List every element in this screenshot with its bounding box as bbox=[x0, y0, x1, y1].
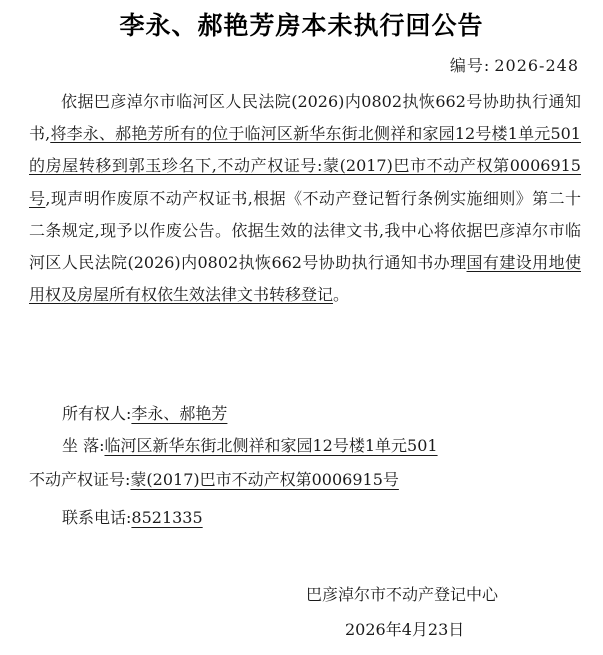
issuer-name: 巴彦淖尔市不动产登记中心 bbox=[306, 585, 499, 604]
phone-field bbox=[62, 505, 203, 528]
location-value: 临河区新华东街北侧祥和家园12号楼1单元501 bbox=[104, 436, 438, 455]
certificate-field bbox=[29, 467, 399, 490]
certificate-label: 不动产权证号: bbox=[29, 470, 131, 489]
body-part-1: 依据巴彦淖尔市临河区人民法院(2026)内0802执恢662号协助执行通知书, bbox=[29, 92, 581, 144]
phone-label: 联系电话: bbox=[62, 508, 132, 527]
body-part-3: ,现声明作废原不动产权证书,根据《不动产登记暂行条例实施细则》第二十二条规定,现予以作废公告。依据生效的法律文书,我中心将依据巴彦淖尔市临河区人民法院(2026)内0802执恢662号协助执行通知书办理 bbox=[29, 188, 581, 273]
phone-value: 8521335 bbox=[131, 508, 203, 527]
serial-number bbox=[450, 53, 579, 76]
body-part-2-underlined: 将李永、郝艳芳所有的位于临河区新华东街北侧祥和家园12号楼1单元501的房屋转移到郭玉珍名下,不动产权证号:蒙(2017)巴市不动产权第0006915号 bbox=[29, 124, 581, 208]
notice-body bbox=[29, 86, 581, 311]
owner-value: 李永、郝艳芳 bbox=[131, 404, 228, 423]
owner-field bbox=[62, 401, 227, 424]
body-part-4-underlined: 国有建设用地使用权及房屋所有权依生效法律文书转移登记 bbox=[29, 253, 581, 305]
serial-value: 2026-248 bbox=[494, 56, 579, 75]
issue-date: 2026年4月23日 bbox=[345, 620, 465, 639]
location-label: 坐 落: bbox=[62, 436, 105, 455]
serial-label: 编号: bbox=[449, 56, 491, 75]
location-field bbox=[62, 433, 438, 456]
notice-title: 李永、郝艳芳房本未执行回公告 bbox=[119, 11, 484, 40]
body-part-5: 。 bbox=[333, 285, 350, 305]
owner-label: 所有权人: bbox=[62, 404, 132, 423]
certificate-value: 蒙(2017)巴市不动产权第0006915号 bbox=[130, 470, 399, 489]
